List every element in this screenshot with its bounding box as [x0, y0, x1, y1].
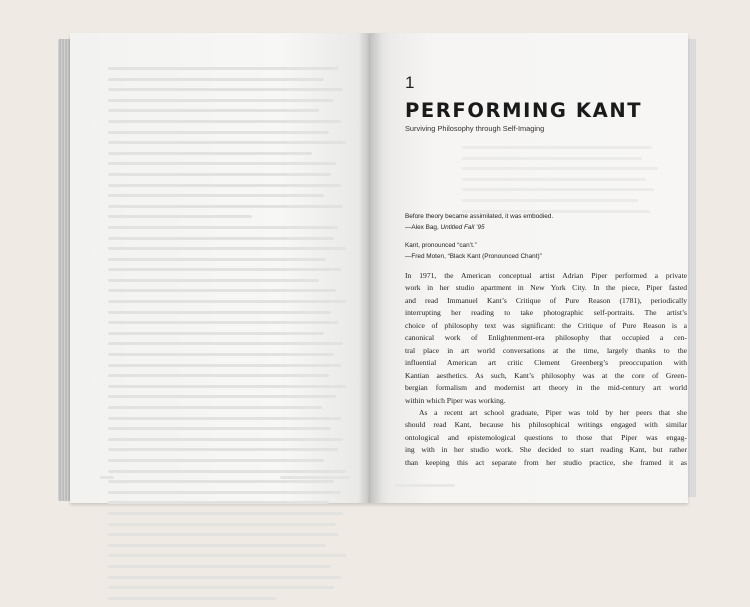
- body-line: Kantian aesthetics. As such, Kant’s philosophy was at the core of Green-: [405, 370, 687, 380]
- body-line: should read Kant, because his philosophical writings engaged with similar: [405, 420, 687, 430]
- bleed-through-text: [108, 67, 348, 607]
- epigraph-2: [405, 240, 542, 262]
- chapter-body-text: [405, 270, 687, 469]
- epigraph-1: [405, 211, 553, 233]
- body-line: canonical work of Enlightenment-era philosophy that occupied a cen-: [405, 333, 687, 343]
- body-line: As a recent art school graduate, Piper was told by her peers that she: [419, 407, 687, 417]
- chapter-number: 1: [405, 73, 415, 92]
- book-spine: [358, 33, 382, 503]
- body-line: and read Immanuel Kant’s Critique of Pure Reason (1781), periodically: [405, 295, 687, 305]
- body-line: influential American art critic Clement Greenberg’s preoccupation with: [405, 358, 687, 368]
- right-page-footer: [395, 484, 455, 487]
- chapter-title: PERFORMING KANT: [405, 99, 643, 122]
- bleed-through-text: [462, 146, 662, 220]
- body-line: than keeping this act separate from her studio practice, she framed it as: [405, 457, 687, 467]
- body-line: ontological and epistemological questions to those that Piper was engag-: [405, 432, 687, 442]
- epigraph-quote: Before theory became assimilated, it was embodied.: [405, 213, 554, 220]
- body-line: bergian formalism and modernist art theory in the mid-century art world: [405, 383, 687, 393]
- body-line: In 1971, the American conceptual artist Adrian Piper performed a private: [405, 271, 687, 280]
- epigraph-attribution: —Fred Moten, “Black Kant (Pronounced Chant)”: [405, 253, 542, 260]
- body-line: within which Piper was working.: [405, 395, 506, 405]
- chapter-subtitle: Surviving Philosophy through Self-Imaging: [405, 124, 545, 133]
- body-line: tral place in art world conversations at the time, largely thanks to the: [405, 345, 687, 355]
- body-line: work in her studio apartment in New York City. In the piece, Piper fasted: [405, 283, 687, 293]
- epigraph-quote: Kant, pronounced “can’t.”: [405, 242, 477, 249]
- body-line: interrupting her reading to take photographic self-portraits. The artist’s: [405, 308, 687, 318]
- left-page: [70, 33, 370, 503]
- body-line: ing with in her studio work. She decided to start reading Kant, but rather: [405, 445, 687, 455]
- left-page-footer: [100, 476, 350, 479]
- epigraph-attribution: —Alex Bag, Untitled Fall ’95: [405, 224, 485, 231]
- body-line: choice of philosophy text was significant: the Critique of Pure Reason is a: [405, 320, 687, 330]
